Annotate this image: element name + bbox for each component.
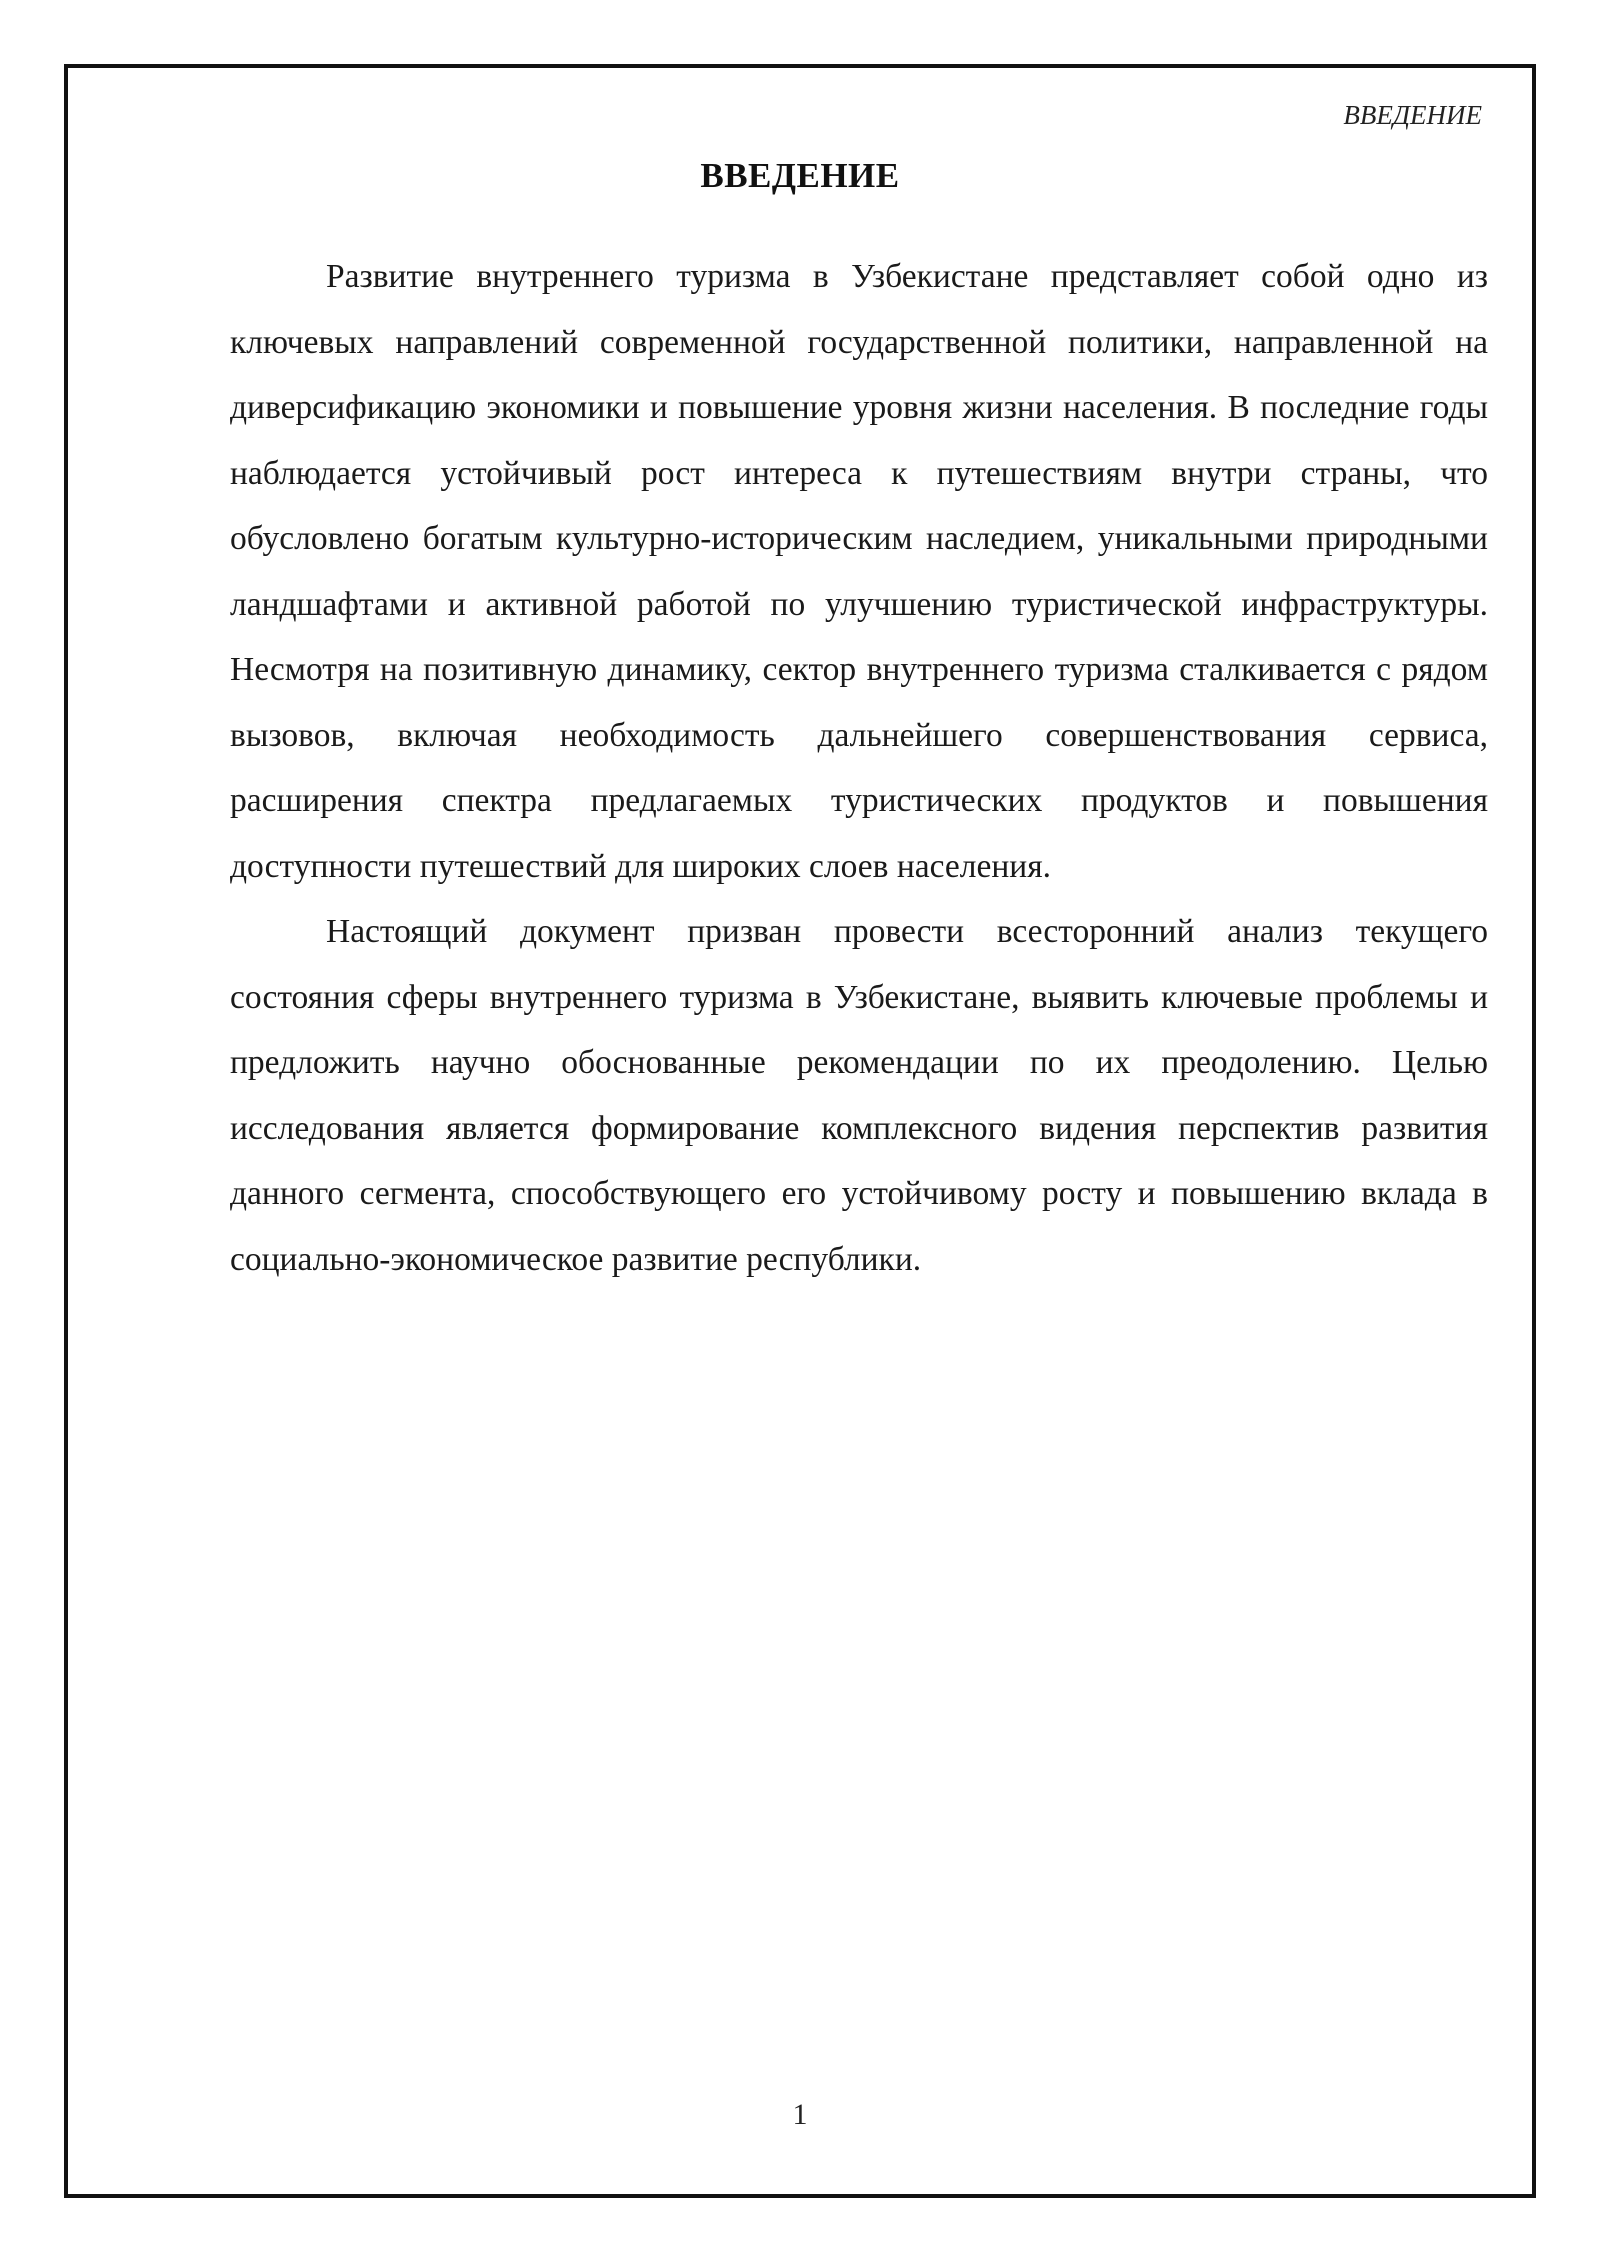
running-header: ВВЕДЕНИЕ (1343, 100, 1482, 130)
body-text (230, 244, 1488, 1292)
page-number: 1 (792, 2098, 808, 2131)
section-title: ВВЕДЕНИЕ (700, 156, 900, 195)
paragraph-2: Настоящий документ призван провести всесторонний анализ текущего состояния сферы внутреннего туризма в Узбекистане, выявить ключевые проблемы и предложить научно обоснованные рекомендации по их преодолению. Целью исследования является формирование комплексного видения перспектив развития данного сегмента, способствующего его устойчивому росту и повышению вклада в социально-экономическое развитие республики. (230, 913, 1488, 1278)
paragraph-1: Развитие внутреннего туризма в Узбекистане представляет собой одно из ключевых направлений современной государственной политики, направленной на диверсификацию экономики и повышение уровня жизни населения. В последние годы наблюдается устойчивый рост интереса к путешествиям внутри страны, что обусловлено богатым культурно-историческим наследием, уникальными природными ландшафтами и активной работой по улучшению туристической инфраструктуры. Несмотря на позитивную динамику, сектор внутреннего туризма сталкивается с рядом вызовов, включая необходимость дальнейшего совершенствования сервиса, расширения спектра предлагаемых туристических продуктов и повышения доступности путешествий для широких слоев населения. (230, 258, 1488, 885)
page-frame (64, 64, 1536, 2198)
